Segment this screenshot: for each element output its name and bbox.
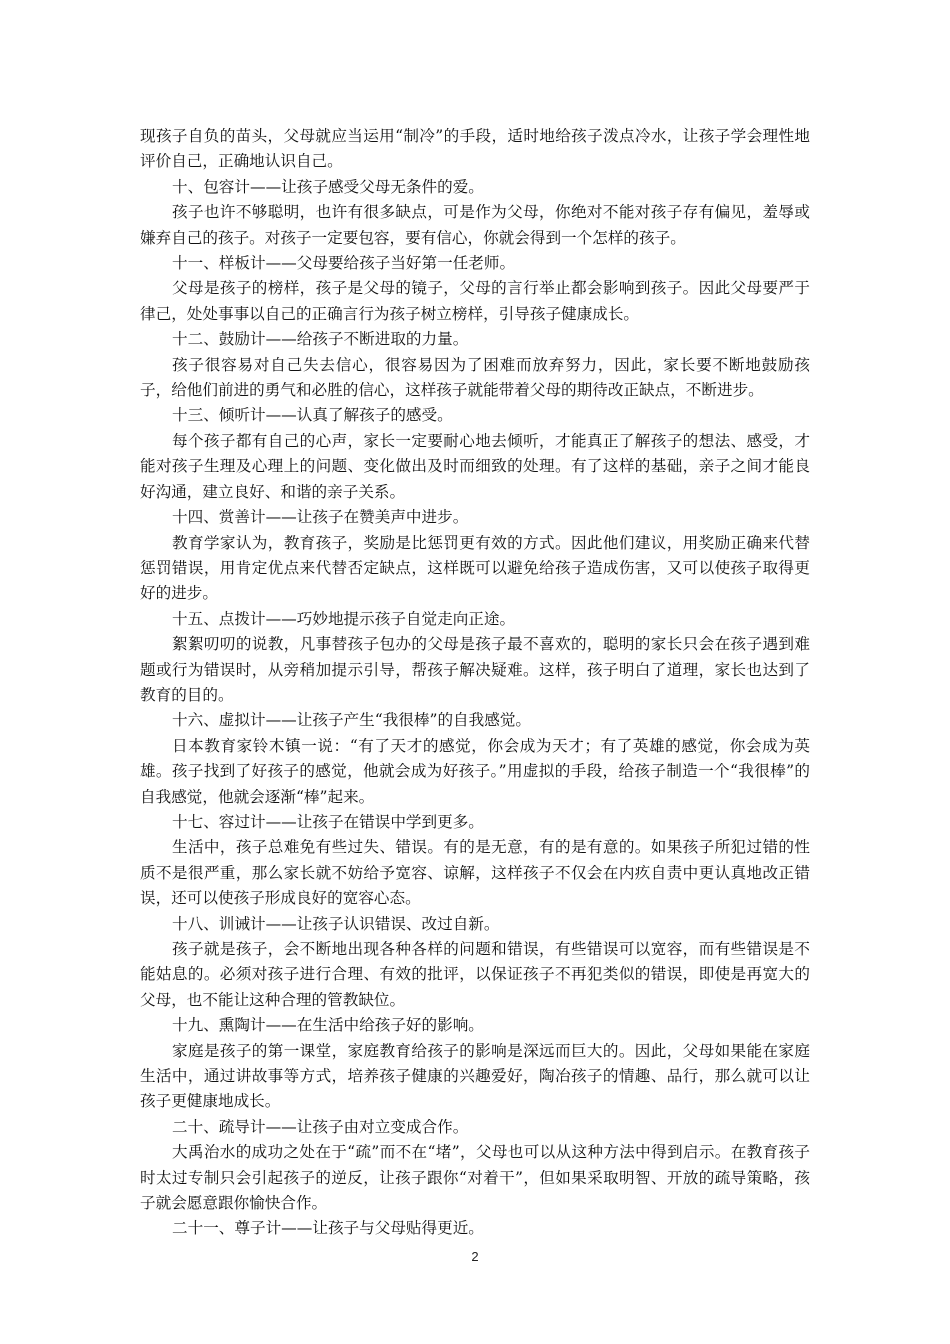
paragraph: 孩子很容易对自己失去信心，很容易因为了困难而放弃努力，因此，家长要不断地鼓励孩子，给他们前进的勇气和必胜的信心，这样孩子就能带着父母的期待改正缺点，不断进步。: [140, 355, 810, 400]
section-heading: 二十、疏导计——让孩子由对立变成合作。: [172, 1117, 469, 1136]
page-number: 2: [471, 1249, 479, 1264]
paragraph: 父母是孩子的榜样，孩子是父母的镜子，父母的言行举止都会影响到孩子。因此父母要严于律己，处处事事以自己的正确言行为孩子树立榜样，引导孩子健康成长。: [140, 279, 810, 323]
paragraph: 孩子就是孩子，会不断地出现各种各样的问题和错误，有些错误可以宽容，而有些错误是不能姑息的。必须对孩子进行合理、有效的批评，以保证孩子不再犯类似的错误，即使是再宽大的父母，也不能让这种合理的管教缺位。: [140, 940, 810, 1009]
paragraph: 日本教育家铃木镇一说：“有了天才的感觉，你会成为天才；有了英雄的感觉，你会成为英雄。孩子找到了好孩子的感觉，他就会成为好孩子。”用虚拟的手段，给孩子制造一个“我很棒”的自我感觉，他就会逐渐“棒”起来。: [140, 736, 810, 806]
section-heading: 十、包容计——让孩子感受父母无条件的爱。: [172, 177, 484, 196]
section-heading: 十二、鼓励计——给孩子不断进取的力量。: [172, 330, 469, 349]
paragraph: 大禹治水的成功之处在于“疏”而不在“堵”，父母也可以从这种方法中得到启示。在教育孩子时太过专制只会引起孩子的逆反，让孩子跟你“对着干”，但如果采取明智、开放的疏导策略，孩子就会愿意跟你愉快合作。: [140, 1143, 810, 1213]
paragraph: 家庭是孩子的第一课堂，家庭教育给孩子的影响是深远而巨大的。因此，父母如果能在家庭生活中，通过讲故事等方式，培养孩子健康的兴趣爱好，陶冶孩子的情趣、品行，那么就可以让孩子更健康地成长。: [140, 1041, 810, 1111]
paragraph: 每个孩子都有自己的心声，家长一定要耐心地去倾听，才能真正了解孩子的想法、感受，才能对孩子生理及心理上的问题、变化做出及时而细致的处理。有了这样的基础，亲子之间才能良好沟通，建立良好、和谐的亲子关系。: [140, 431, 810, 501]
section-heading: 十七、容过计——让孩子在错误中学到更多。: [172, 812, 484, 831]
section-heading: 十九、熏陶计——在生活中给孩子好的影响。: [172, 1016, 484, 1035]
section-heading: 二十一、尊子计——让孩子与父母贴得更近。: [172, 1219, 484, 1238]
section-heading: 十四、赏善计——让孩子在赞美声中进步。: [172, 508, 469, 527]
section-heading: 十三、倾听计——认真了解孩子的感受。: [172, 406, 453, 425]
paragraph: 絮絮叨叨的说教，凡事替孩子包办的父母是孩子最不喜欢的，聪明的家长只会在孩子遇到难题或行为错误时，从旁稍加提示引导，帮孩子解决疑难。这样，孩子明白了道理，家长也达到了教育的目的。: [140, 635, 810, 704]
paragraph: 生活中，孩子总难免有些过失、错误。有的是无意，有的是有意的。如果孩子所犯过错的性质不是很严重，那么家长就不妨给予宽容、谅解，这样孩子不仅会在内疚自责中更认真地改正错误，还可以使孩子形成良好的宽容心态。: [140, 838, 810, 908]
section-heading: 十五、点拨计——巧妙地提示孩子自觉走向正途。: [172, 609, 516, 628]
paragraph: 教育学家认为，教育孩子，奖励是比惩罚更有效的方式。因此他们建议，用奖励正确来代替惩罚错误，用肯定优点来代替否定缺点，这样既可以避免给孩子造成伤害，又可以使孩子取得更好的进步。: [140, 533, 810, 603]
paragraph: 孩子也许不够聪明，也许有很多缺点，可是作为父母，你绝对不能对孩子存有偏见，羞辱或嫌弃自己的孩子。对孩子一定要包容，要有信心，你就会得到一个怎样的孩子。: [140, 203, 810, 247]
section-heading: 十一、样板计——父母要给孩子当好第一任老师。: [172, 254, 516, 273]
document-body: [140, 124, 810, 1242]
section-heading: 十六、虚拟计——让孩子产生“我很棒”的自我感觉。: [172, 711, 532, 730]
paragraph: 现孩子自负的苗头，父母就应当运用“制冷”的手段，适时地给孩子泼点冷水，让孩子学会理性地评价自己，正确地认识自己。: [140, 127, 810, 171]
section-heading: 十八、训诫计——让孩子认识错误、改过自新。: [172, 914, 500, 933]
